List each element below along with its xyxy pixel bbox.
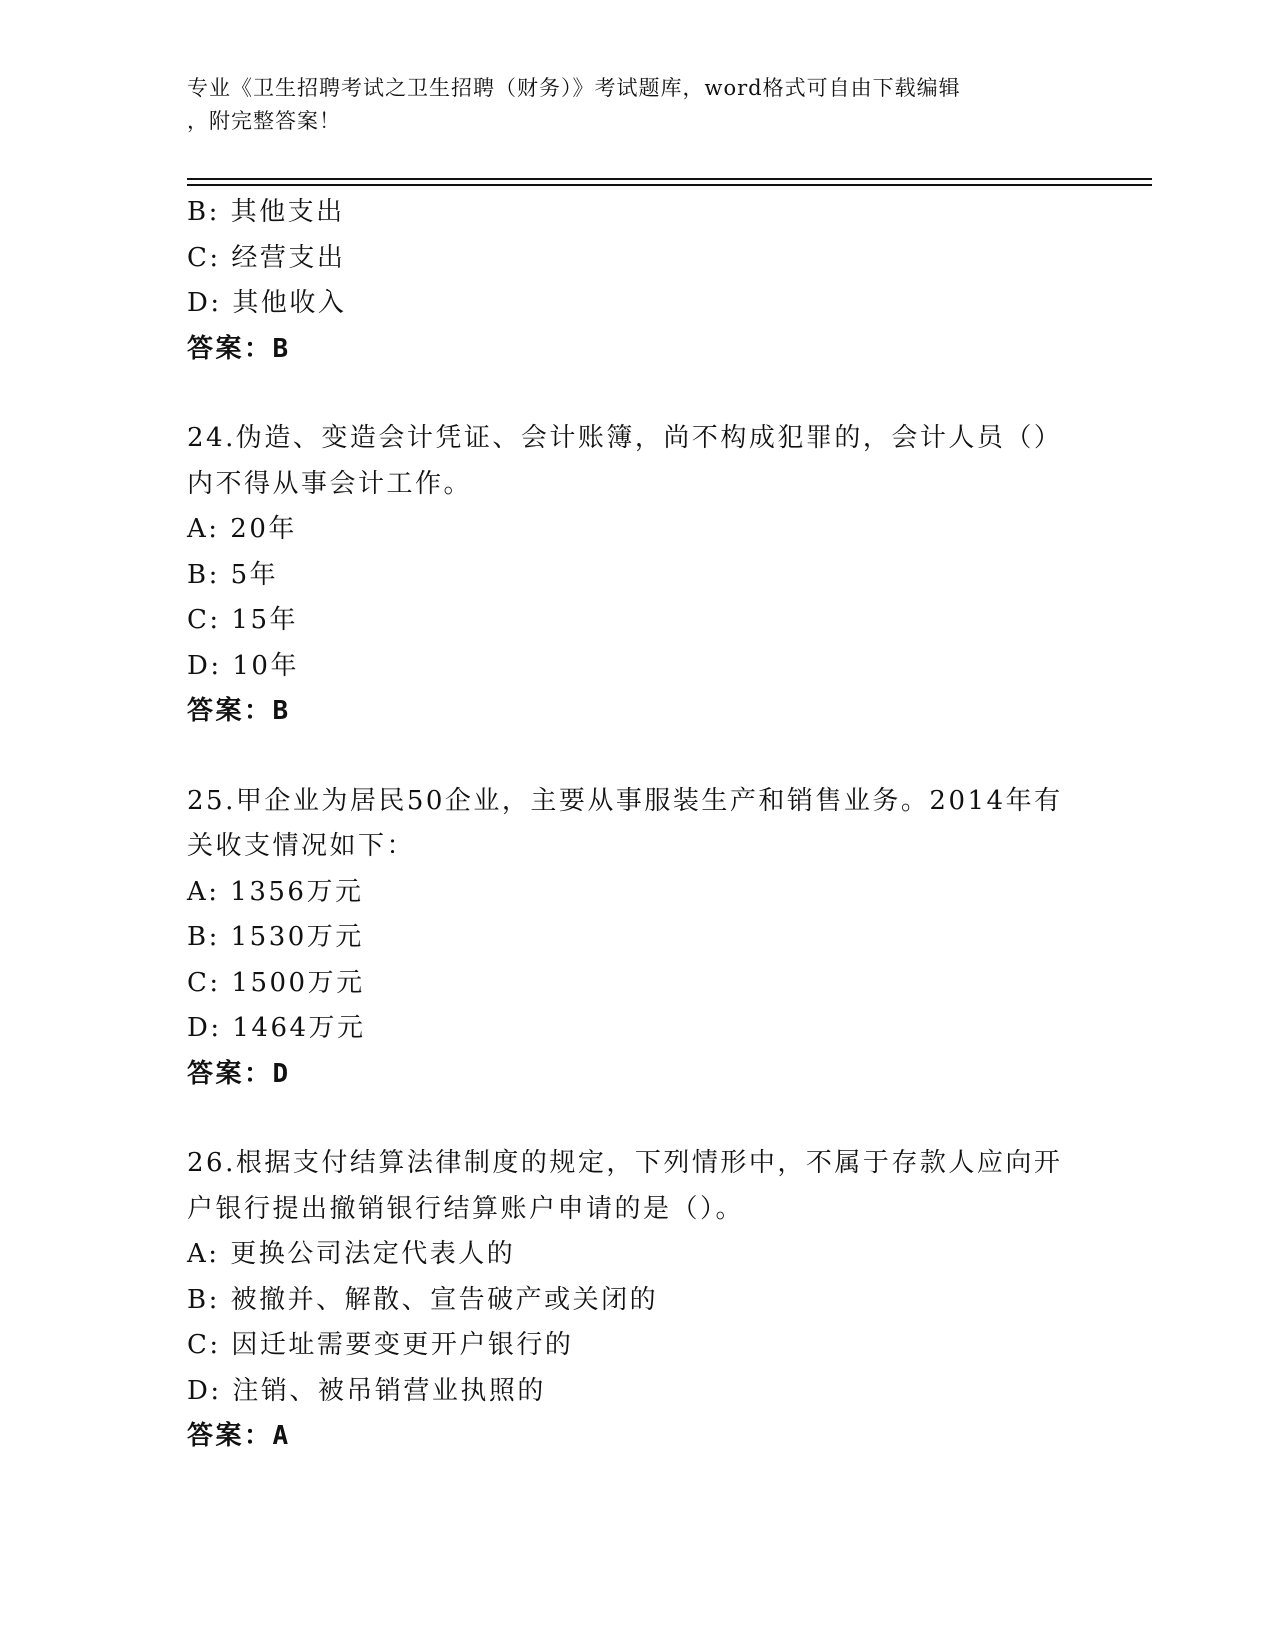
option-c: C: 15年	[187, 605, 299, 635]
answer-label: 答案：B	[187, 696, 291, 726]
option-d: D: 1464万元	[187, 1013, 366, 1043]
question-text-line-1: 25.甲企业为居民50企业，主要从事服装生产和销售业务。2014年有	[187, 785, 1063, 816]
question-25	[187, 779, 1087, 1098]
document-header	[187, 72, 1087, 138]
header-divider-top	[187, 178, 1152, 180]
option-b: B: 被撤并、解散、宣告破产或关闭的	[187, 1284, 659, 1315]
answer-label: 答案：A	[187, 1421, 291, 1451]
question-text	[187, 416, 1087, 507]
question-24	[187, 416, 1087, 735]
question-text	[187, 1141, 1087, 1232]
question-text-line-2: 关收支情况如下：	[187, 831, 416, 861]
header-line-1: 专业《卫生招聘考试之卫生招聘（财务）》考试题库，word格式可自由下载编辑	[187, 76, 961, 100]
question-text-line-1: 24.伪造、变造会计凭证、会计账簿，尚不构成犯罪的，会计人员（）	[187, 423, 1063, 453]
question-text-line-1: 26.根据支付结算法律制度的规定，下列情形中，不属于存款人应向开	[187, 1148, 1063, 1178]
option-d: D: 其他收入	[187, 288, 347, 318]
question-text-line-2: 内不得从事会计工作。	[187, 468, 473, 499]
option-c: C: 因迁址需要变更开户银行的	[187, 1330, 574, 1360]
header-divider-bottom	[187, 184, 1152, 186]
question-list	[187, 190, 1087, 1460]
answer-label: 答案：D	[187, 1058, 291, 1089]
question-text	[187, 779, 1087, 870]
option-a: A: 更换公司法定代表人的	[187, 1239, 516, 1269]
question-23-continued	[187, 190, 1087, 372]
option-d: D: 10年	[187, 650, 299, 681]
option-b: B: 5年	[187, 559, 279, 590]
option-b: B: 1530万元	[187, 922, 364, 952]
answer-label: 答案：B	[187, 333, 291, 364]
option-a: A: 1356万元	[187, 876, 364, 907]
option-b: B: 其他支出	[187, 197, 345, 227]
header-line-2: ，附完整答案！	[187, 109, 341, 133]
option-d: D: 注销、被吊销营业执照的	[187, 1375, 546, 1406]
option-c: C: 1500万元	[187, 967, 365, 998]
question-text-line-2: 户银行提出撤销银行结算账户申请的是（）。	[187, 1193, 745, 1224]
question-26	[187, 1141, 1087, 1460]
option-c: C: 经营支出	[187, 242, 346, 273]
option-a: A: 20年	[187, 514, 297, 544]
